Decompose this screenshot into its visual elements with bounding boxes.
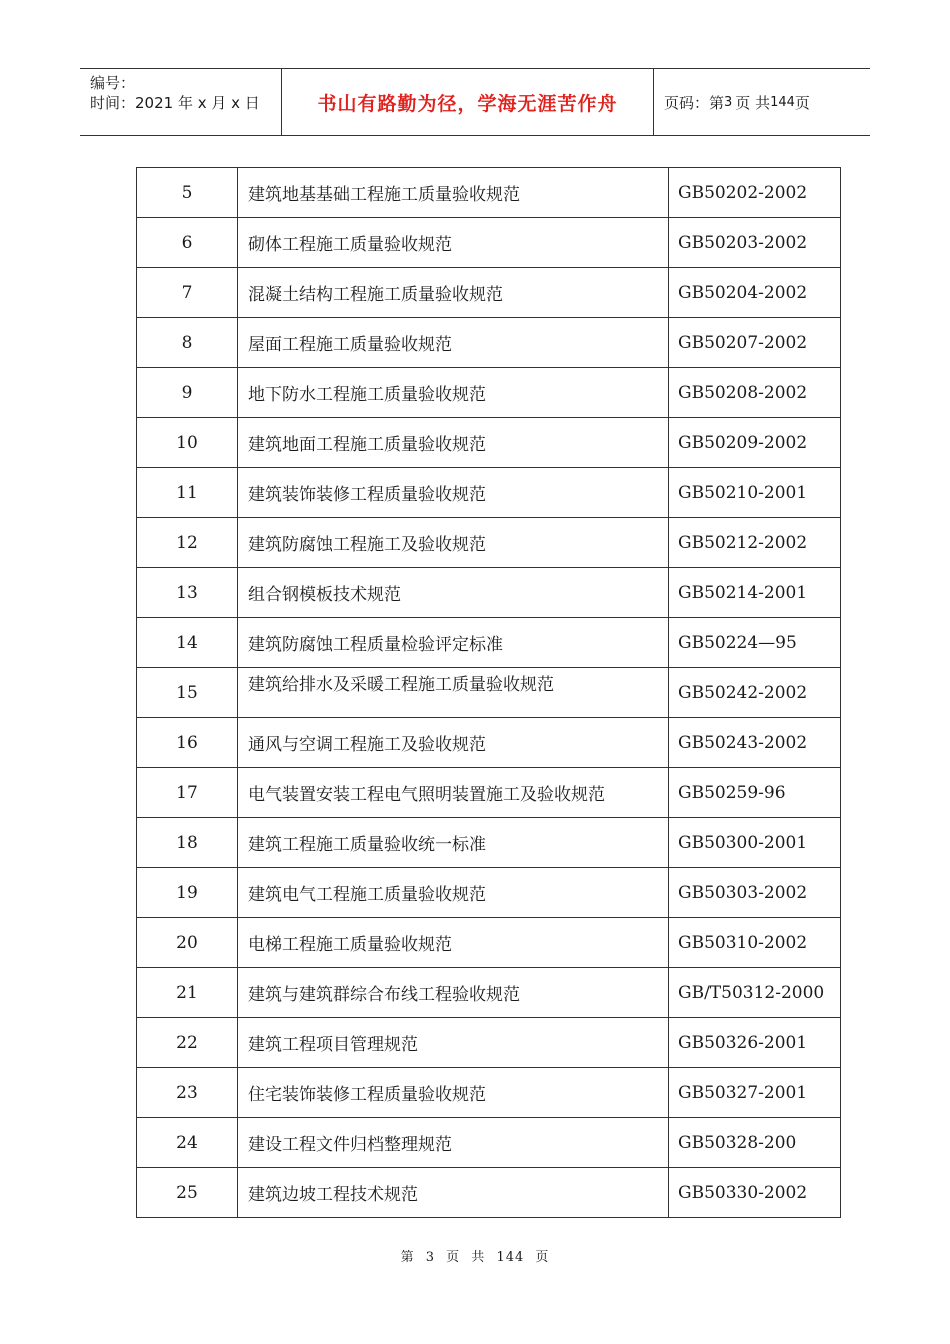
standard-name: 建筑与建筑群综合布线工程验收规范 — [238, 968, 669, 1018]
table-row — [137, 368, 841, 418]
standard-name: 建筑给排水及采暖工程施工质量验收规范 — [238, 668, 669, 718]
row-number: 14 — [137, 618, 238, 668]
footer-suffix: 页 — [535, 1250, 550, 1265]
page-label-c: 页 — [794, 93, 810, 112]
document-time-label: 时间：2021 年 x 月 x 日 — [90, 94, 260, 112]
standard-code: GB50242-2002 — [669, 668, 841, 718]
standard-code: GB50203-2002 — [669, 218, 841, 268]
footer-mid: 页 共 — [446, 1250, 486, 1265]
row-number: 6 — [137, 218, 238, 268]
standard-code: GB50207-2002 — [669, 318, 841, 368]
standard-name: 建筑防腐蚀工程质量检验评定标准 — [238, 618, 669, 668]
row-number: 15 — [137, 668, 238, 718]
table-row — [137, 168, 841, 218]
table-row — [137, 668, 841, 718]
row-number: 17 — [137, 768, 238, 818]
row-number: 16 — [137, 718, 238, 768]
standards-table-body — [137, 168, 841, 1218]
page-label-a: 页码：第 — [664, 93, 725, 112]
row-number: 18 — [137, 818, 238, 868]
standards-table — [136, 167, 841, 1218]
standard-name: 混凝土结构工程施工质量验收规范 — [238, 268, 669, 318]
standard-code: GB/T50312-2000 — [669, 968, 841, 1018]
page-number: 3 — [724, 94, 733, 110]
standard-code: GB50204-2002 — [669, 268, 841, 318]
standard-name: 砌体工程施工质量验收规范 — [238, 218, 669, 268]
table-row — [137, 568, 841, 618]
table-row — [137, 468, 841, 518]
footer-page: 3 — [425, 1250, 436, 1265]
standard-code: GB50327-2001 — [669, 1068, 841, 1118]
header-motto: 书山有路勤为径，学海无涯苦作舟 — [282, 69, 654, 135]
row-number: 5 — [137, 168, 238, 218]
header-meta — [80, 69, 282, 135]
table-row — [137, 268, 841, 318]
standard-name: 建筑工程项目管理规范 — [238, 1018, 669, 1068]
standard-name: 建筑电气工程施工质量验收规范 — [238, 868, 669, 918]
standard-code: GB50214-2001 — [669, 568, 841, 618]
standard-name: 电气装置安装工程电气照明装置施工及验收规范 — [238, 768, 669, 818]
table-row — [137, 1068, 841, 1118]
standard-name: 建筑装饰装修工程质量验收规范 — [238, 468, 669, 518]
header-page-info — [654, 69, 870, 135]
row-number: 21 — [137, 968, 238, 1018]
table-row — [137, 968, 841, 1018]
standard-name: 住宅装饰装修工程质量验收规范 — [238, 1068, 669, 1118]
standard-name: 组合钢模板技术规范 — [238, 568, 669, 618]
standard-code: GB50326-2001 — [669, 1018, 841, 1068]
standard-name: 建筑边坡工程技术规范 — [238, 1168, 669, 1218]
row-number: 8 — [137, 318, 238, 368]
table-row — [137, 918, 841, 968]
row-number: 12 — [137, 518, 238, 568]
standard-name: 电梯工程施工质量验收规范 — [238, 918, 669, 968]
page-header — [80, 68, 870, 136]
table-row — [137, 868, 841, 918]
row-number: 9 — [137, 368, 238, 418]
standard-code: GB50303-2002 — [669, 868, 841, 918]
row-number: 19 — [137, 868, 238, 918]
table-row — [137, 518, 841, 568]
standard-code: GB50330-2002 — [669, 1168, 841, 1218]
row-number: 20 — [137, 918, 238, 968]
table-row — [137, 618, 841, 668]
table-row — [137, 718, 841, 768]
table-row — [137, 818, 841, 868]
standard-name: 地下防水工程施工质量验收规范 — [238, 368, 669, 418]
standard-code: GB50212-2002 — [669, 518, 841, 568]
row-number: 24 — [137, 1118, 238, 1168]
row-number: 11 — [137, 468, 238, 518]
standard-name: 建筑工程施工质量验收统一标准 — [238, 818, 669, 868]
standard-code: GB50300-2001 — [669, 818, 841, 868]
standard-code: GB50243-2002 — [669, 718, 841, 768]
table-row — [137, 768, 841, 818]
footer-total: 144 — [496, 1250, 525, 1265]
document-code-label: 编号： — [90, 74, 136, 92]
total-pages: 144 — [770, 94, 795, 110]
standard-name: 建筑地面工程施工质量验收规范 — [238, 418, 669, 468]
standard-name: 建筑地基基础工程施工质量验收规范 — [238, 168, 669, 218]
row-number: 22 — [137, 1018, 238, 1068]
standard-code: GB50328-200 — [669, 1118, 841, 1168]
page-label-b: 页 共 — [735, 93, 771, 112]
row-number: 10 — [137, 418, 238, 468]
standard-name: 屋面工程施工质量验收规范 — [238, 318, 669, 368]
footer-prefix: 第 — [400, 1250, 415, 1265]
table-row — [137, 1018, 841, 1068]
standard-code: GB50259-96 — [669, 768, 841, 818]
standard-code: GB50209-2002 — [669, 418, 841, 468]
row-number: 25 — [137, 1168, 238, 1218]
standard-name: 建设工程文件归档整理规范 — [238, 1118, 669, 1168]
table-row — [137, 218, 841, 268]
table-row — [137, 1118, 841, 1168]
standard-code: GB50210-2001 — [669, 468, 841, 518]
standard-code: GB50224—95 — [669, 618, 841, 668]
standard-code: GB50202-2002 — [669, 168, 841, 218]
row-number: 13 — [137, 568, 238, 618]
standard-name: 建筑防腐蚀工程施工及验收规范 — [238, 518, 669, 568]
row-number: 23 — [137, 1068, 238, 1118]
standard-code: GB50310-2002 — [669, 918, 841, 968]
page-footer — [0, 1246, 950, 1265]
row-number: 7 — [137, 268, 238, 318]
table-row — [137, 318, 841, 368]
table-row — [137, 418, 841, 468]
standard-name: 通风与空调工程施工及验收规范 — [238, 718, 669, 768]
table-row — [137, 1168, 841, 1218]
standard-code: GB50208-2002 — [669, 368, 841, 418]
